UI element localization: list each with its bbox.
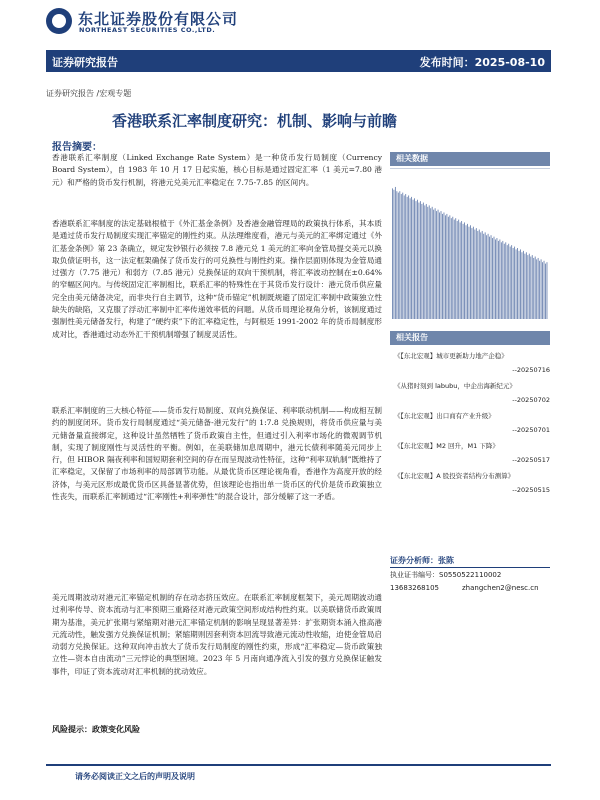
chart-bar xyxy=(505,242,506,319)
company-logo-icon xyxy=(46,8,72,34)
chart-bar xyxy=(498,241,499,319)
chart-bar xyxy=(452,217,453,319)
related-reports-header xyxy=(390,331,550,345)
chart-bar xyxy=(445,215,446,319)
chart-bar xyxy=(513,248,514,319)
related-report-title[interactable]: 《从猪时刻到 labubu，中企出海新纪元》 xyxy=(394,382,516,390)
chart-bar xyxy=(496,238,497,319)
chart-bar xyxy=(417,200,418,319)
chart-bar xyxy=(410,198,411,319)
chart-bar xyxy=(446,214,447,319)
risk-warning: 风险提示：政策变化风险 xyxy=(52,725,140,734)
chart-bar xyxy=(474,230,475,319)
chart-bar xyxy=(469,227,470,319)
related-data-header xyxy=(390,152,550,166)
related-data-title: 相关数据 xyxy=(396,154,428,163)
related-report-date: --20250517 xyxy=(512,456,550,464)
related-report-date: --20250515 xyxy=(512,486,550,494)
chart-bar xyxy=(541,259,542,319)
chart-bar xyxy=(527,255,528,319)
page-title: 香港联系汇率制度研究：机制、影响与前瞻 xyxy=(112,112,398,130)
chart-bar xyxy=(488,234,489,319)
chart-bar xyxy=(449,215,450,319)
chart-bar xyxy=(511,245,512,319)
chart-bar xyxy=(483,234,484,319)
chart-bar xyxy=(491,235,492,319)
chart-bar xyxy=(424,205,425,319)
footer-divider xyxy=(46,764,551,766)
chart-bar xyxy=(451,218,452,319)
chart-bar xyxy=(441,211,442,319)
chart-bar xyxy=(545,264,546,319)
chart-bar xyxy=(470,225,471,319)
chart-bar xyxy=(495,239,496,319)
chart-bar xyxy=(460,222,461,319)
chart-bar xyxy=(479,230,480,319)
company-name-en: NORTHEAST SECURITIES CO.,LTD. xyxy=(79,26,216,34)
chart-bar xyxy=(398,193,399,319)
chart-bar xyxy=(404,195,405,319)
chart-bar xyxy=(408,195,409,319)
chart-bar xyxy=(405,194,406,319)
related-report-date: --20250702 xyxy=(512,396,550,404)
chart-bar xyxy=(392,188,393,319)
chart-bar xyxy=(393,190,394,319)
chart-bar xyxy=(448,217,449,319)
chart-bar xyxy=(418,203,419,319)
chart-bar xyxy=(489,237,490,319)
chart-bar xyxy=(395,187,396,319)
chart-bar xyxy=(517,248,518,319)
chart-bar xyxy=(423,203,424,319)
chart-bar xyxy=(532,255,533,319)
chart-bar xyxy=(510,247,511,319)
chart-bar xyxy=(438,210,439,319)
chart-bar xyxy=(499,239,500,319)
chart-bar xyxy=(436,211,437,319)
chart-bar xyxy=(402,193,403,319)
chart-bar xyxy=(486,235,487,319)
summary-label: 报告摘要： xyxy=(52,142,102,153)
related-data-chart-svg xyxy=(390,169,550,324)
chart-bar xyxy=(411,197,412,319)
chart-bar xyxy=(420,201,421,319)
chart-bar xyxy=(444,213,445,320)
related-report-title[interactable]: 《【东北宏观】M2 回升，M1 下降》 xyxy=(394,442,499,450)
summary-paragraph-4: 美元周期波动对港元汇率锚定机制的存在动态挤压效应。在联系汇率制度框架下，美元周期波动通过利率传导、资本流动与汇率预期三重路径对港元政策空间形成结构性约束。以美联储货币政策周期为基准，美元扩张期与紧缩期对港元汇率锚定机制的影响呈现显著差异：扩张期资本涌入推高港元流动性，触发强方兑换保证机制；紧缩期则因套利资本回流导致港元流动性收缩，迫使金管局启动弱方兑换保证。这种双向冲击放大了货币发行局制度的刚性约束，形成“汇率稳定—货币政策独立性—资本自由流动”三元悖论的典型困境。2023 年 5 月南向通净流入引发的强方兑换保证触发事件，印证了资本流动对汇率机制的扰动效应。 xyxy=(52,593,382,676)
chart-bar xyxy=(399,191,400,319)
chart-bar xyxy=(519,251,520,319)
chart-bar xyxy=(416,201,417,319)
chart-bar xyxy=(435,208,436,319)
chart-bar xyxy=(520,249,521,319)
chart-bar xyxy=(514,247,515,319)
chart-bar xyxy=(463,224,464,319)
chart-bar xyxy=(477,231,478,319)
company-name-cn: 东北证券股份有限公司 xyxy=(78,10,239,28)
chart-bar xyxy=(542,262,543,319)
chart-bar xyxy=(467,224,468,319)
chart-bar xyxy=(407,197,408,319)
analyst-divider xyxy=(390,567,550,568)
chart-bar xyxy=(461,221,462,319)
chart-bar xyxy=(433,210,434,319)
chart-bar xyxy=(455,218,456,319)
chart-bar xyxy=(544,261,545,319)
related-report-title[interactable]: 《【东北宏观】出口商有产业升级》 xyxy=(394,412,495,420)
chart-bar xyxy=(530,257,531,319)
chart-bar xyxy=(529,254,530,319)
chart-bar xyxy=(501,242,502,319)
chart-bar xyxy=(414,198,415,319)
chart-bar xyxy=(426,204,427,319)
footer-disclaimer: 请务必阅读正文之后的声明及说明 xyxy=(75,772,195,781)
related-data-chart xyxy=(390,168,550,324)
summary-paragraph-3: 联系汇率制度的三大核心特征——货币发行局制度、双向兑换保证、利率联动机制——构成相互制约的制度闭环。货币发行局制度通过“美元储备-港元发行”的 1:7.8 兑换规则，将货币供应量与美元储备量直接绑定，这种设计虽然牺牲了货币政策自主性，但通过引入利率市场化的微观调节机制，实现了制度刚性与灵活性的平衡。例如，在美联储加息周期中，港元长债利率随美元同步上行，但 HIBOR 隔夜利率和国短期套利空间的存在而呈现波动性特征，这种“利率双轨制”既维持了汇率稳定，又保留了市场利率的局部调节功能。从最优货币区理论视角看，香港作为高度开放的经济体，与美元区形成最优货币区具备显著优势，但该理论也指出单一货币区的代价是货币政策独立性丧失，而联系汇率制通过“汇率刚性+利率弹性”的混合设计，部分缓解了这一矛盾。 xyxy=(52,406,382,502)
chart-bar xyxy=(482,231,483,319)
chart-bar xyxy=(485,232,486,319)
chart-bar xyxy=(480,232,481,319)
chart-bar xyxy=(429,205,430,319)
chart-bar xyxy=(538,258,539,319)
chart-bar xyxy=(442,214,443,319)
chart-bar xyxy=(516,249,517,319)
summary-paragraph-1: 香港联系汇率制度（Linked Exchange Rate System）是一种货币发行局制度（Currency Board System），自 1983 年 10 月 17 日起实施，核心目标是通过固定汇率（1 美元=7.80 港元）和严格的货币发行机制，将港元兑美元汇率稳定在 7.75-7.85 的区间内。 xyxy=(52,153,382,187)
chart-bar xyxy=(494,237,495,319)
chart-bar xyxy=(539,261,540,319)
chart-bar xyxy=(524,254,525,319)
chart-bar xyxy=(466,225,467,319)
chart-bar xyxy=(439,213,440,320)
analyst-label: 证券分析师：张陈 xyxy=(390,556,454,565)
chart-bar xyxy=(413,200,414,319)
chart-bar xyxy=(432,207,433,319)
analyst-email[interactable]: zhangchen2@nesc.cn xyxy=(462,584,539,592)
report-type: 证券研究报告 xyxy=(52,56,118,69)
chart-bar xyxy=(421,204,422,319)
publish-time: 发布时间：2025-08-10 xyxy=(419,56,545,69)
analyst-cert: 执业证书编号：S0550522110002 xyxy=(390,571,502,579)
summary-paragraph-2: 香港联系汇率制度的法定基础根植于《外汇基金条例》及香港金融管理局的政策执行体系，其本质是通过货币发行局制度实现汇率锚定的刚性约束。从法理维度看，港元与美元的汇率绑定通过《外汇基金条例》第 23 条确立，规定发钞银行必须按 7.8 港元兑 1 美元的汇率向金管局提交美元以换取负债证明书，这一法定框架确保了货币发行的可兑换性与刚性约束。操作层面则体现为金管局通过强方（7.75 港元）和弱方（7.85 港元）兑换保证的双向干预机制，将汇率波动控制在±0.64%的窄幅区间内。与传统固定汇率制相比，联系汇率的特殊性在于其货币发行设计：港元货币供应量完全由美元储备决定，而非央行自主调节，这种“货币锚定”机制既规避了固定汇率制中政策独立性缺失的缺陷，又克服了浮动汇率制中汇率传递效率低的问题。从货币局理论视角分析，该制度通过强制性美元储备发行，构建了“硬约束”下的汇率稳定性，与阿根廷 1991-2002 年的货币局制度形成对比，香港通过动态外汇干预机制增强了制度灵活性。 xyxy=(52,219,382,339)
related-report-date: --20250716 xyxy=(512,366,550,374)
chart-bar xyxy=(430,208,431,319)
chart-bar xyxy=(547,262,548,319)
chart-bar xyxy=(526,252,527,319)
chart-bar xyxy=(536,259,537,319)
related-report-title[interactable]: 《【东北宏观】A 股投资者结构分布测算》 xyxy=(394,472,515,480)
chart-bar xyxy=(533,258,534,319)
chart-bar xyxy=(457,221,458,319)
chart-bar xyxy=(508,244,509,319)
chart-bar xyxy=(502,241,503,319)
chart-bar xyxy=(523,251,524,319)
related-report-title[interactable]: 《【东北宏观】城市更新助力地产企稳》 xyxy=(394,352,508,360)
chart-bar xyxy=(504,244,505,319)
chart-bar xyxy=(492,238,493,319)
related-reports-title: 相关报告 xyxy=(396,333,428,342)
chart-bar xyxy=(396,191,397,319)
header-bar xyxy=(46,50,551,72)
chart-bar xyxy=(522,252,523,319)
chart-bar xyxy=(464,222,465,319)
chart-bar xyxy=(427,207,428,319)
chart-bar xyxy=(401,194,402,319)
related-report-date: --20250701 xyxy=(512,426,550,434)
chart-bar xyxy=(473,227,474,319)
analyst-phone: 13683268105 xyxy=(390,584,439,592)
breadcrumb: 证券研究报告 /宏观专题 xyxy=(46,89,132,98)
chart-bar xyxy=(535,257,536,319)
chart-bar xyxy=(507,245,508,319)
chart-bar xyxy=(476,228,477,319)
chart-bar xyxy=(458,220,459,319)
chart-bar xyxy=(471,228,472,319)
chart-bar xyxy=(454,220,455,319)
